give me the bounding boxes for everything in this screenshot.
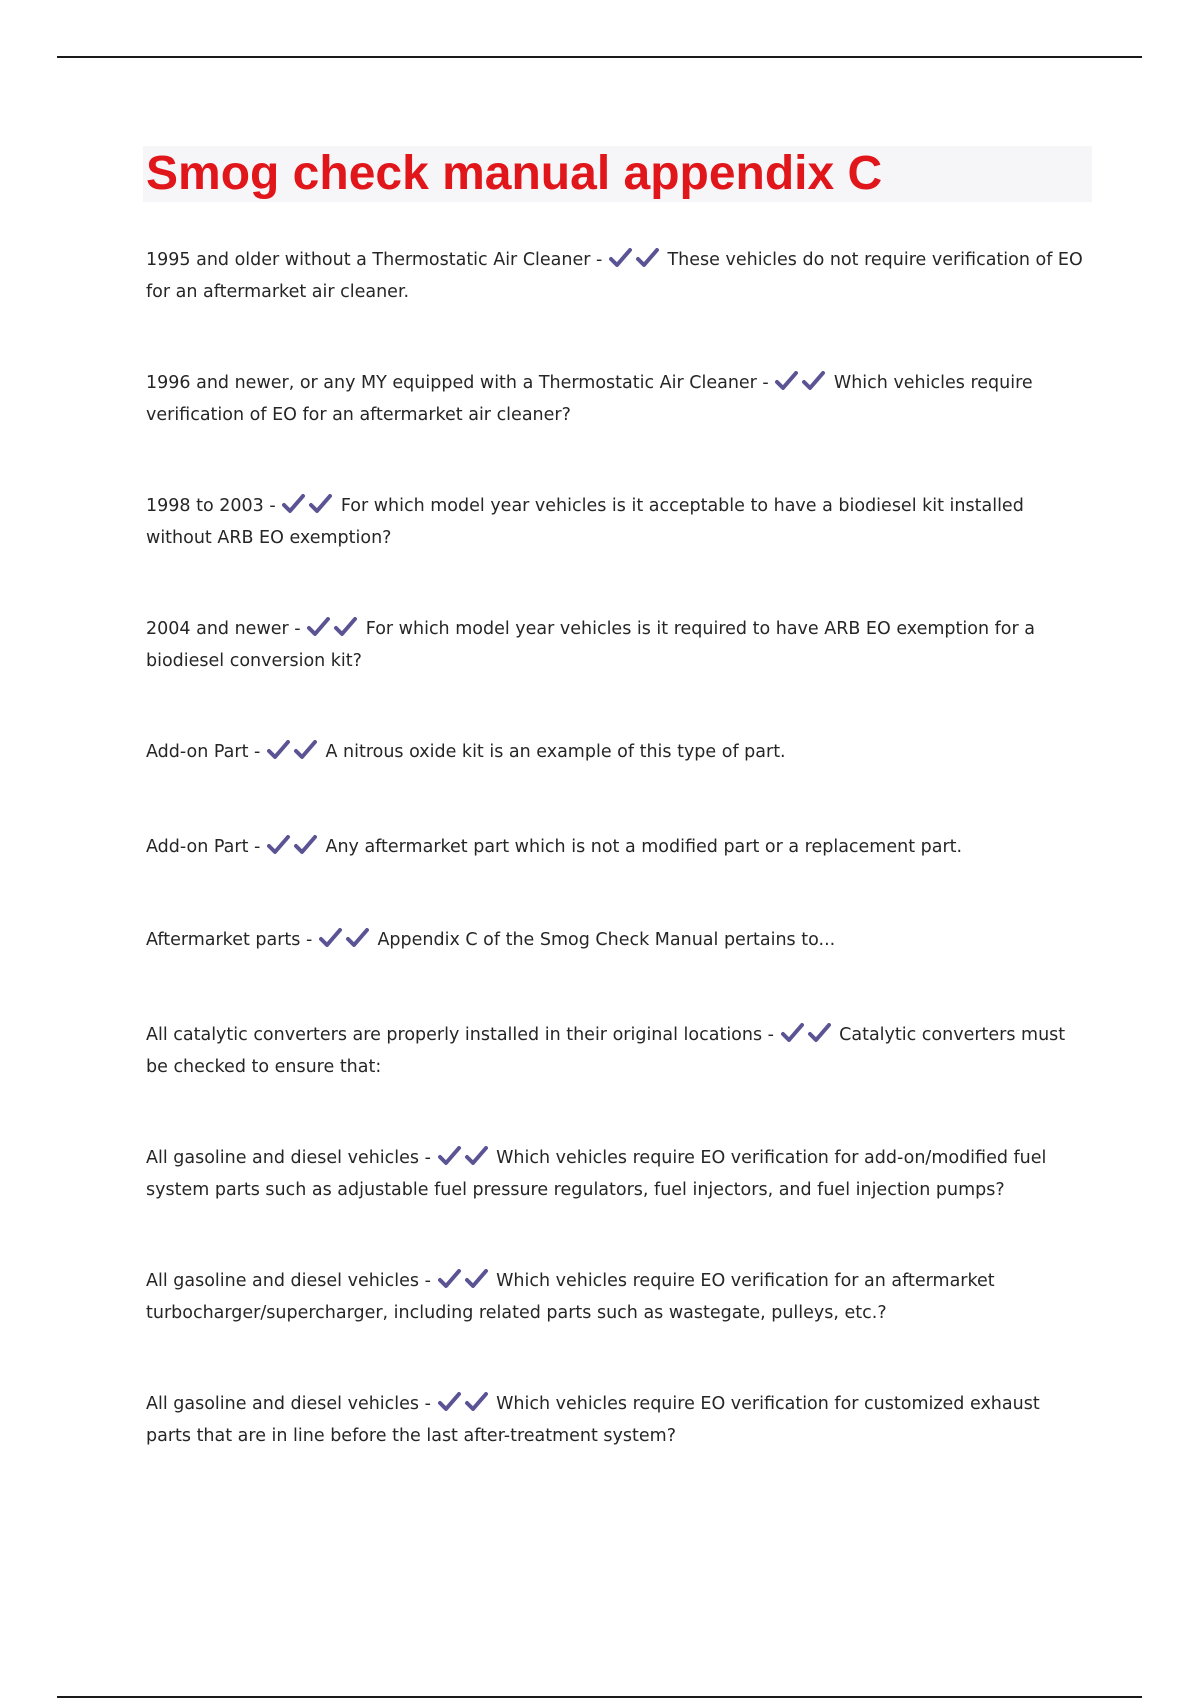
qa-term: All gasoline and diesel vehicles - bbox=[146, 1271, 431, 1291]
qa-definition: For which model year vehicles is it required to have ARB EO exemption for a biodiesel conversion kit? bbox=[146, 619, 1035, 671]
qa-item-2 bbox=[146, 369, 1086, 430]
qa-item-8 bbox=[146, 1021, 1086, 1082]
qa-definition: For which model year vehicles is it acceptable to have a biodiesel kit installed without ARB EO exemption? bbox=[146, 496, 1024, 548]
top-rule bbox=[57, 56, 1142, 58]
qa-definition: Which vehicles require verification of EO for an aftermarket air cleaner? bbox=[146, 373, 1033, 425]
qa-term: 1998 to 2003 - bbox=[146, 496, 276, 516]
qa-item-9 bbox=[146, 1144, 1086, 1205]
qa-definition: Appendix C of the Smog Check Manual pertains to... bbox=[377, 930, 836, 950]
qa-term: 2004 and newer - bbox=[146, 619, 301, 639]
qa-item-1 bbox=[146, 246, 1086, 307]
double-checkmark-icon bbox=[775, 371, 827, 401]
double-checkmark-icon bbox=[438, 1146, 490, 1176]
qa-item-4 bbox=[146, 615, 1086, 676]
qa-term: 1996 and newer, or any MY equipped with a Thermostatic Air Cleaner - bbox=[146, 373, 769, 393]
double-checkmark-icon bbox=[781, 1023, 833, 1053]
qa-term: All catalytic converters are properly installed in their original locations - bbox=[146, 1025, 774, 1045]
qa-definition: These vehicles do not require verification of EO for an aftermarket air cleaner. bbox=[146, 250, 1083, 302]
qa-item-6 bbox=[146, 833, 1086, 865]
qa-definition: Which vehicles require EO verification for add-on/modified fuel system parts such as adjustable fuel pressure regulators, fuel injectors, and fuel injection pumps? bbox=[146, 1148, 1047, 1200]
qa-definition: Catalytic converters must be checked to ensure that: bbox=[146, 1025, 1066, 1077]
page-title: Smog check manual appendix C bbox=[146, 147, 883, 200]
qa-item-5 bbox=[146, 738, 1086, 770]
double-checkmark-icon bbox=[267, 835, 319, 865]
double-checkmark-icon bbox=[438, 1269, 490, 1299]
double-checkmark-icon bbox=[267, 740, 319, 770]
qa-term: All gasoline and diesel vehicles - bbox=[146, 1148, 431, 1168]
qa-term: Add-on Part - bbox=[146, 742, 261, 762]
qa-item-7 bbox=[146, 926, 1086, 958]
qa-item-10 bbox=[146, 1267, 1086, 1328]
qa-item-11 bbox=[146, 1390, 1086, 1451]
qa-definition: Which vehicles require EO verification for an aftermarket turbocharger/supercharger, including related parts such as wastegate, pulleys, etc.? bbox=[146, 1271, 995, 1323]
qa-term: All gasoline and diesel vehicles - bbox=[146, 1394, 431, 1414]
bottom-rule bbox=[57, 1696, 1142, 1698]
qa-term: 1995 and older without a Thermostatic Air Cleaner - bbox=[146, 250, 603, 270]
qa-definition: Any aftermarket part which is not a modified part or a replacement part. bbox=[325, 837, 963, 857]
qa-definition: Which vehicles require EO verification for customized exhaust parts that are in line before the last after-treatment system? bbox=[146, 1394, 1040, 1446]
double-checkmark-icon bbox=[307, 617, 359, 647]
double-checkmark-icon bbox=[438, 1392, 490, 1422]
double-checkmark-icon bbox=[609, 248, 661, 278]
qa-term: Aftermarket parts - bbox=[146, 930, 313, 950]
qa-item-3 bbox=[146, 492, 1086, 553]
qa-definition: A nitrous oxide kit is an example of this type of part. bbox=[325, 742, 786, 762]
double-checkmark-icon bbox=[282, 494, 334, 524]
double-checkmark-icon bbox=[319, 928, 371, 958]
qa-term: Add-on Part - bbox=[146, 837, 261, 857]
